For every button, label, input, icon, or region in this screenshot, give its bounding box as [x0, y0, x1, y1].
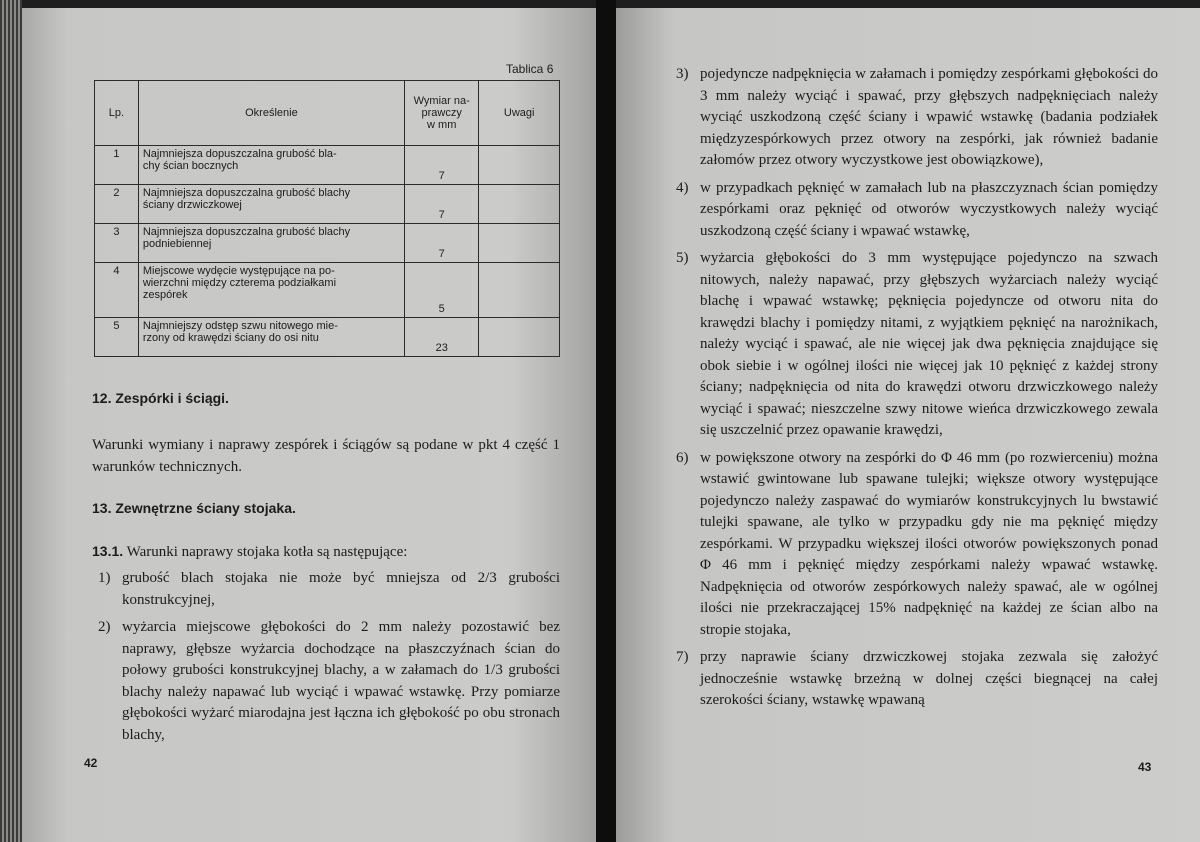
row-value: 5 — [404, 263, 478, 318]
book-gutter — [596, 0, 616, 842]
table-row — [95, 146, 560, 185]
item-text: wyżarcia miejscowe głębokości do 2 mm należy pozostawić bez naprawy, głębsze wyżarcia dochodzące na płaszczyźnach ścian do połowy grubości konstrukcyjnej blachy, a w załamach do 1/3 grubości blachy należy napawać lub wyciąć i wpawać wstawkę. Przy pomiarze głębokości wyżarć miarodajna jest łączna ich głębokość po obu stronach blachy, — [122, 619, 560, 743]
row-value: 7 — [404, 185, 478, 224]
section-12-paragraph: Warunki wymiany i naprawy zespórek i ściągów są podane w pkt 4 część 1 warunków technicznych. — [92, 437, 560, 475]
col-header-notes: Uwagi — [479, 81, 560, 146]
page-number-right: 43 — [1138, 760, 1152, 774]
item-number: 6) — [676, 449, 689, 466]
item-number: 4) — [676, 179, 689, 196]
list-item — [676, 64, 1158, 172]
row-value: 23 — [404, 318, 478, 357]
row-description: Najmniejsza dopuszczalna grubość bla- chy ścian bocznych — [138, 146, 404, 185]
item-number: 7) — [676, 649, 689, 665]
repair-dimensions-table — [94, 80, 560, 357]
table-row — [95, 185, 560, 224]
list-item — [676, 178, 1158, 243]
row-description: Najmniejsza dopuszczalna grubość blachy ściany drzwiczkowej — [138, 185, 404, 224]
row-notes — [479, 263, 560, 318]
item-text: grubość blach stojaka nie może być mniejsza od 2/3 grubości konstrukcyjnej, — [122, 570, 560, 608]
col-header-lp: Lp. — [95, 81, 139, 146]
item-number: 2) — [98, 619, 111, 635]
item-text: pojedyncze nadpęknięcia w załamach i pomiędzy zespórkami głębokości do 3 mm należy wyciąć i spawać, przy głębszych nadpęknięciach należy wyciąć uszkodzoną część ściany i wpawić wstawkę (badania podziałek międzyzespórkowych przez otwory na zespórki, jak również badanie załomów przez otwory wyczystkowe jest obowiązkowe), — [700, 66, 1158, 168]
item-number: 5) — [676, 250, 689, 266]
item-text: przy naprawie ściany drzwiczkowej stojaka zezwala się założyć jednocześnie wstawkę brzeżną w dolnej części biegnącej na całej szerokości ściany, wstawkę wpawaną — [700, 649, 1158, 708]
item-number: 1) — [98, 570, 111, 586]
item-text: w powiększone otwory na zespórki do Φ 46 mm (po rozwierceniu) można wstawić gwintowane lub spawane tulejki; większe otwory występujące pojedynczo należy zaspawać do wymiarów konstrukcyjnych lu bwstawić tulejki spawane, ale tylko w przypadku gdy nie ma pęknięć między zespórkami. W przypadku większej ilości otworów powiększonych ponad Φ 46 mm i pęknięć między zespórkami należy wpawać wstawkę. Nadpęknięcia od otworów zespórkowych należy spawać, ale w ogólnej ilości nie przekraczającej 15% nadpęknięć na każdej ze ścian albo na stropie stojaka, — [700, 449, 1158, 638]
item-text: w przypadkach pęknięć w zamałach lub na płaszczyznach ścian pomiędzy zespórkami oraz pęknięć od otworów wyczystkowych należy wyciąć uszkodzoną część ściany i wpawać wstawkę, — [700, 179, 1158, 239]
list-item — [98, 617, 560, 746]
section-heading-12: 12. Zespórki i ściągi. — [92, 390, 229, 406]
row-notes — [479, 185, 560, 224]
col-header-description: Określenie — [138, 81, 404, 146]
row-number: 2 — [95, 185, 139, 224]
table-title: Tablica 6 — [506, 62, 554, 76]
row-notes — [479, 146, 560, 185]
table-header-row — [95, 81, 560, 146]
subsection-13-1 — [92, 541, 560, 564]
row-notes — [479, 318, 560, 357]
list-item — [676, 448, 1158, 642]
row-number: 3 — [95, 224, 139, 263]
page-number-left: 42 — [84, 756, 98, 770]
row-description: Najmniejszy odstęp szwu nitowego mie- rzony od krawędzi ściany do osi nitu — [138, 318, 404, 357]
list-item — [676, 248, 1158, 442]
row-number: 1 — [95, 146, 139, 185]
item-number: 3) — [676, 66, 689, 82]
left-page — [22, 8, 596, 842]
table-row — [95, 318, 560, 357]
row-number: 5 — [95, 318, 139, 357]
item-text: wyżarcia głębokości do 3 mm występujące pojedynczo na szwach nitowych, należy napawać, przy głębszych wyżarciach należy wyciąć blachę i wpawać wstawkę; pęknięcia pojedyncze od otworu nita do krawędzi blachy i pomiędzy nitami, z wyjątkiem pęknięć na narożnikach, należy wyciąć i spawać, ale nie więcej jak dwa pęknięcia znajdujące się obok siebie i w ogólnej ilości nie więcej jak 10 pęknięć z każdej strony ściany; nadpęknięcia od nita do krawędzi otworu drzwiczkowego należy wyciąć i spawać; nieszczelne szwy nitowe wieńca drzwiczkowego zewala się uszczelnić przez opawanie krawędzi, — [700, 250, 1158, 438]
row-notes — [479, 224, 560, 263]
right-item-list — [676, 64, 1158, 712]
row-value: 7 — [404, 224, 478, 263]
row-value: 7 — [404, 146, 478, 185]
book-edge — [0, 0, 22, 842]
list-item — [676, 647, 1158, 712]
subsection-number: 13.1. — [92, 543, 124, 559]
table-row — [95, 263, 560, 318]
row-description: Najmniejsza dopuszczalna grubość blachy podniebiennej — [138, 224, 404, 263]
section-heading-13: 13. Zewnętrzne ściany stojaka. — [92, 500, 296, 516]
list-item — [98, 568, 560, 611]
table-row — [95, 224, 560, 263]
right-page — [616, 8, 1200, 842]
left-item-list — [98, 568, 560, 746]
col-header-dimension: Wymiar na- prawczy w mm — [404, 81, 478, 146]
row-description: Miejscowe wydęcie występujące na po- wierzchni między czterema podziałkami zespórek — [138, 263, 404, 318]
subsection-intro: Warunki naprawy stojaka kotła są następujące: — [126, 544, 408, 560]
row-number: 4 — [95, 263, 139, 318]
